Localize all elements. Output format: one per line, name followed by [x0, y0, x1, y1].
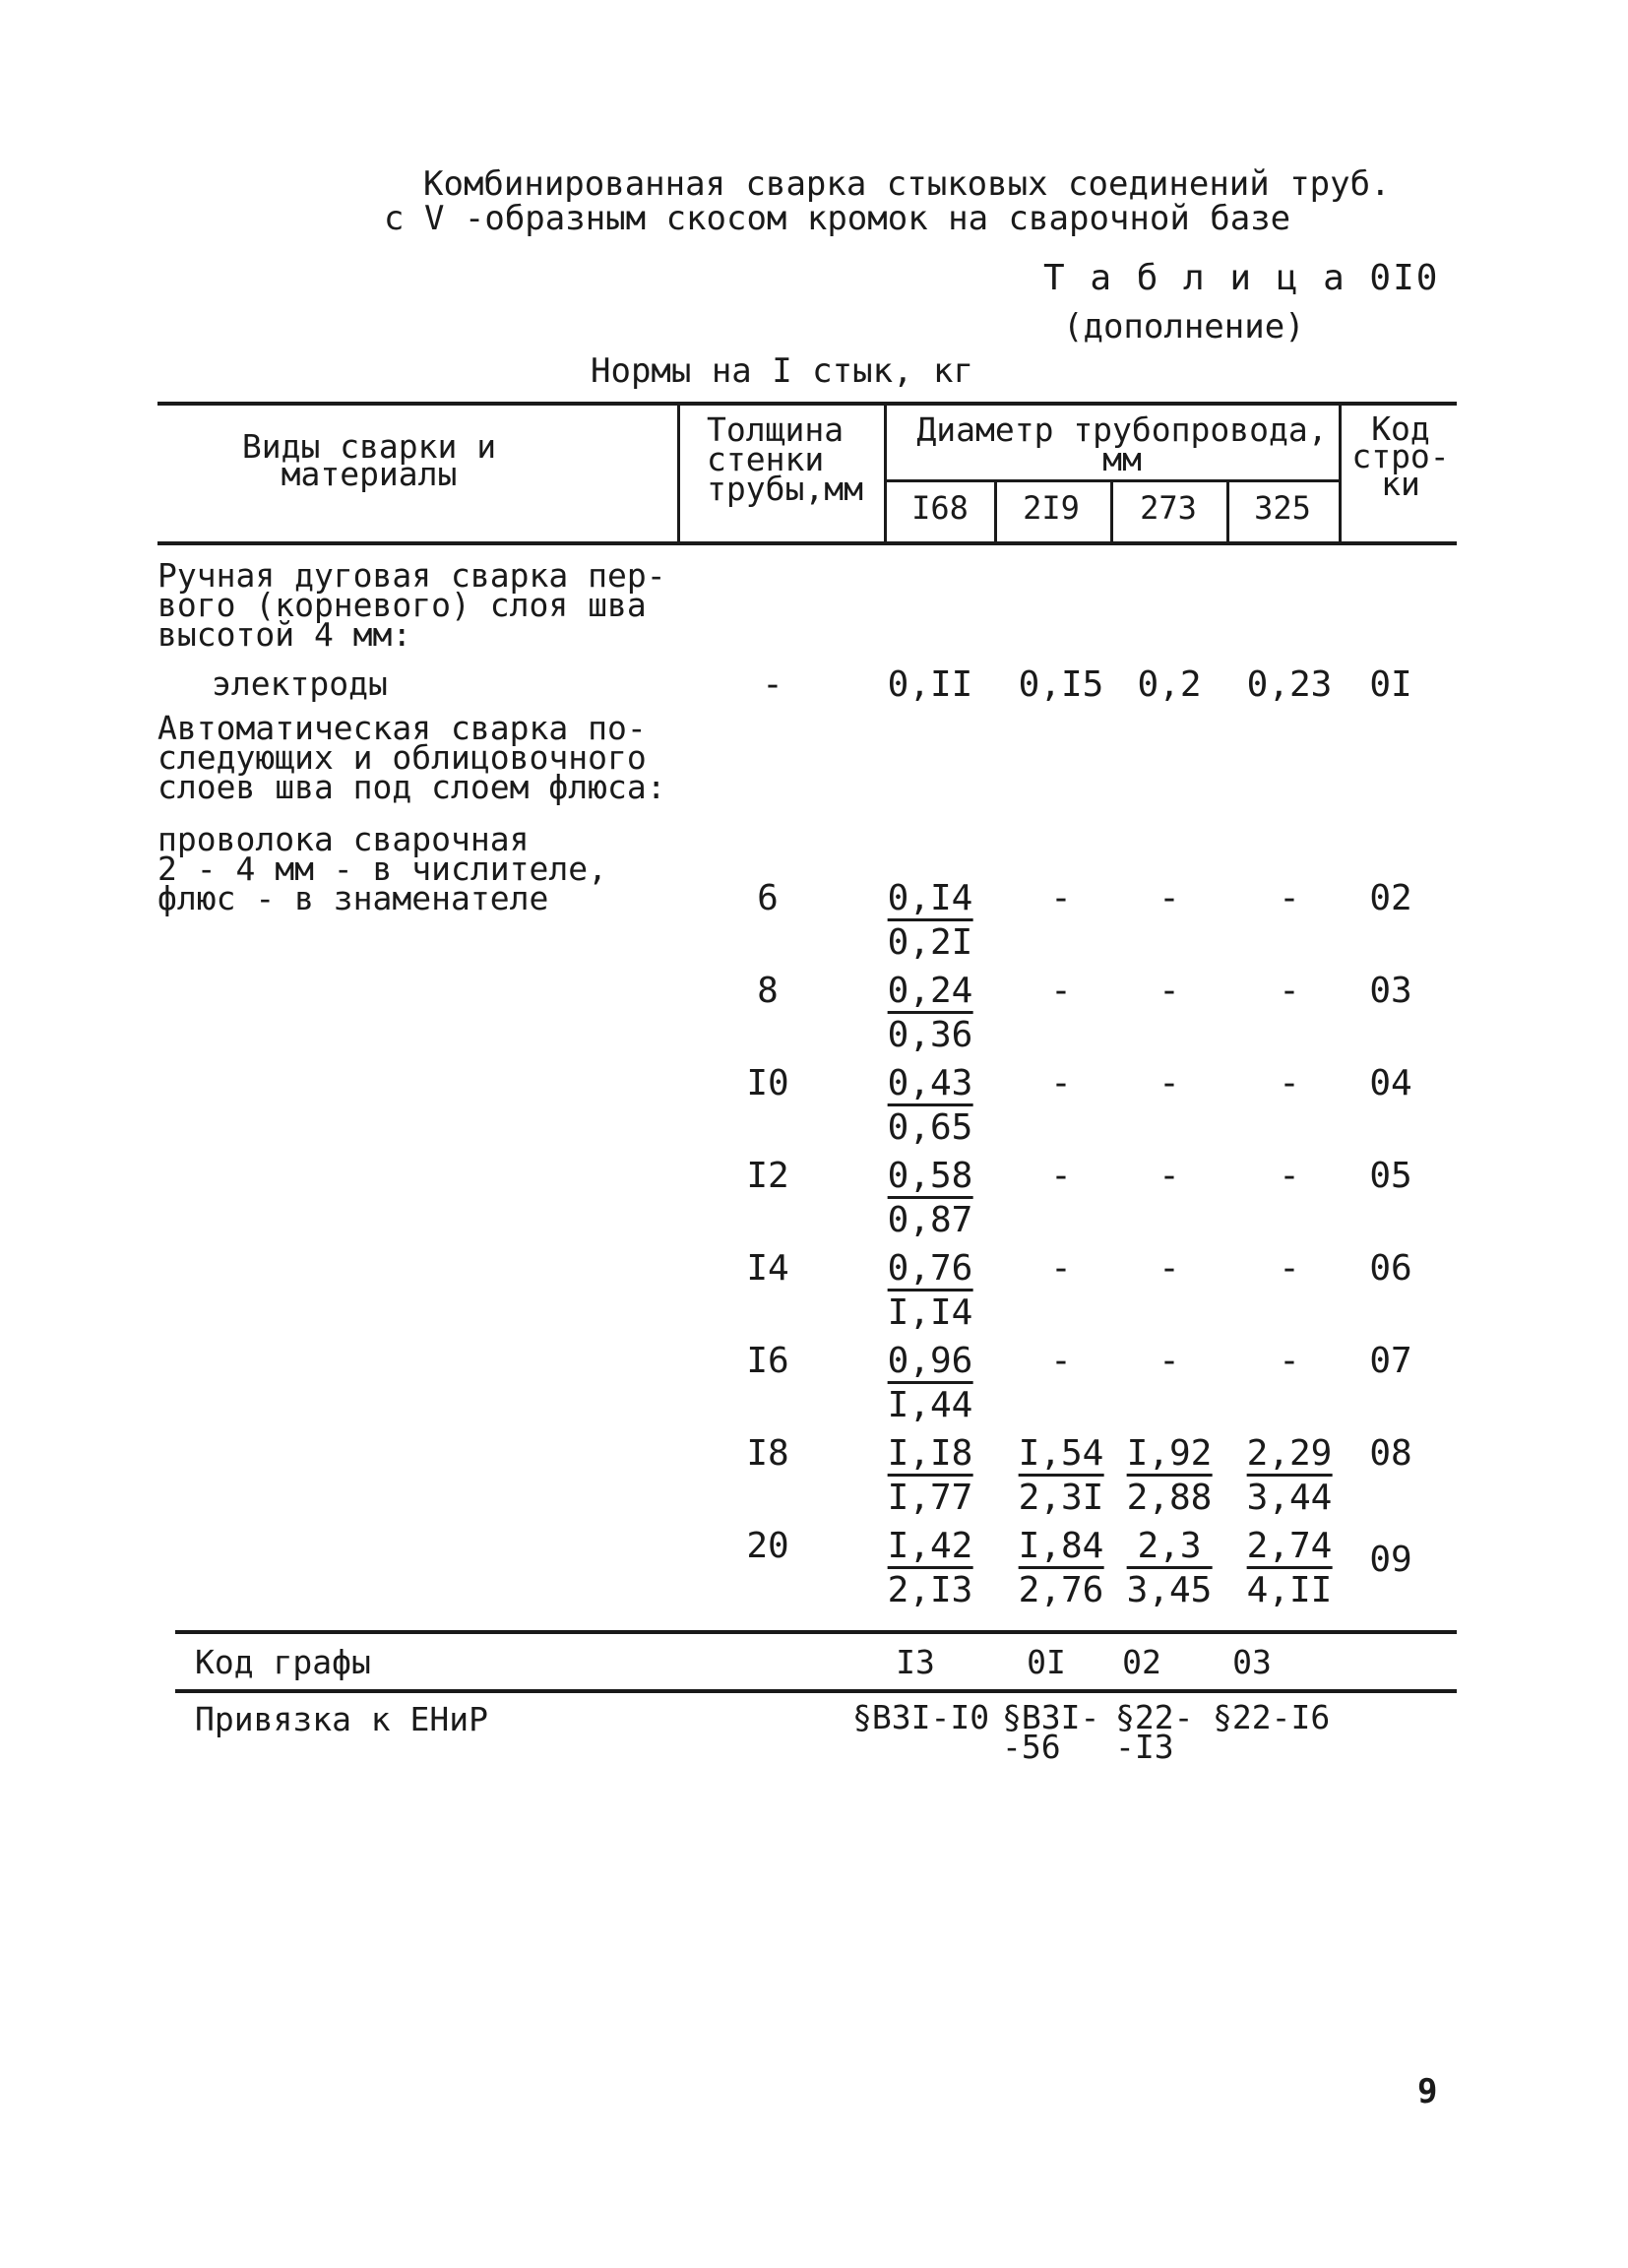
numerator: 0,24 — [888, 974, 973, 1014]
footer-top-rule — [175, 1630, 1457, 1634]
row-value-325 — [1279, 1156, 1300, 1196]
dash: - — [1279, 878, 1300, 918]
numerator: 0,76 — [888, 1251, 973, 1292]
denominator: 3,44 — [1246, 1478, 1333, 1518]
denominator: 2,I3 — [887, 1570, 973, 1610]
header-divider-1 — [677, 404, 680, 541]
section1-v219: 0,I5 — [1018, 664, 1104, 705]
title-line-1: Комбинированная сварка стыковых соединений труб. — [423, 164, 1391, 204]
row-value-273 — [1126, 1526, 1213, 1610]
numerator: 0,I4 — [888, 881, 973, 921]
row-value-168 — [887, 1341, 973, 1425]
row-code: 05 — [1369, 1156, 1412, 1196]
denominator: 0,87 — [887, 1200, 973, 1240]
header-thickness: Толщина стенки трубы,мм — [707, 410, 863, 508]
row-value-168 — [887, 971, 973, 1055]
header-d273: 273 — [1140, 489, 1197, 527]
footer-code-label: Код графы — [195, 1643, 371, 1681]
dash: - — [1050, 971, 1072, 1011]
header-types: Виды сварки и материалы — [241, 427, 497, 493]
table-top-rule — [157, 402, 1457, 406]
denominator: I,I4 — [887, 1292, 973, 1333]
row-value-325 — [1279, 1341, 1300, 1381]
row-value-219 — [1018, 1433, 1104, 1518]
denominator: 2,3I — [1018, 1478, 1104, 1518]
dash: - — [1050, 1248, 1072, 1289]
numerator: I,54 — [1019, 1436, 1104, 1477]
numerator: 2,29 — [1247, 1436, 1333, 1477]
dash: - — [1158, 1063, 1180, 1103]
footer-code-219: 0I — [1027, 1643, 1066, 1681]
row-value-219 — [1050, 1341, 1072, 1381]
row-value-168 — [887, 1526, 973, 1610]
row-value-273 — [1158, 878, 1180, 918]
footer-mid-rule — [175, 1689, 1457, 1693]
table-subtitle: (дополнение) — [1063, 307, 1305, 346]
row-value-273 — [1158, 971, 1180, 1011]
footer-code-273: 02 — [1122, 1643, 1161, 1681]
row-value-219 — [1050, 971, 1072, 1011]
denominator: 4,II — [1246, 1570, 1333, 1610]
dash: - — [1050, 1156, 1072, 1196]
row-thickness: 8 — [757, 971, 779, 1011]
header-divider-3 — [994, 482, 997, 541]
row-value-273 — [1158, 1156, 1180, 1196]
row-code: 03 — [1369, 971, 1412, 1011]
row-code: 06 — [1369, 1248, 1412, 1289]
dash: - — [1279, 1248, 1300, 1289]
section1-v325: 0,23 — [1246, 664, 1333, 705]
header-divider-4 — [1110, 482, 1113, 541]
row-value-168 — [887, 1248, 973, 1333]
denominator: 2,76 — [1018, 1570, 1104, 1610]
row-value-219 — [1050, 1248, 1072, 1289]
row-thickness: I4 — [746, 1248, 789, 1289]
diam-sub-rule — [886, 479, 1341, 482]
denominator: I,77 — [887, 1478, 973, 1518]
table-label: Т а б л и ц а 0I0 — [1043, 258, 1440, 298]
denominator: 0,36 — [887, 1015, 973, 1055]
header-d325: 325 — [1254, 489, 1311, 527]
row-code: 07 — [1369, 1341, 1412, 1381]
row-value-325 — [1279, 878, 1300, 918]
denominator: 2,88 — [1126, 1478, 1213, 1518]
numerator: I,42 — [888, 1529, 973, 1569]
footer-ref-273: §22- -I3 — [1115, 1698, 1194, 1766]
dash: - — [1050, 878, 1072, 918]
footer-ref-219: §В3I- -56 — [1002, 1698, 1100, 1766]
row-code: 08 — [1369, 1433, 1412, 1474]
section2-item: проволока сварочная 2 - 4 мм - в числителе, флюс - в знаменателе — [157, 820, 607, 917]
footer-code-325: 03 — [1232, 1643, 1272, 1681]
dash: - — [1279, 1063, 1300, 1103]
numerator: I,92 — [1127, 1436, 1213, 1477]
dash: - — [1158, 1248, 1180, 1289]
section2-title: Автоматическая сварка по- следующих и облицовочного слоев шва под слоем флюса: — [157, 709, 666, 806]
row-value-168 — [887, 1063, 973, 1148]
row-value-168 — [887, 1433, 973, 1518]
row-value-273 — [1158, 1248, 1180, 1289]
header-bottom-rule — [157, 541, 1457, 545]
row-value-219 — [1018, 1526, 1104, 1610]
footer-code-168: I3 — [896, 1643, 935, 1681]
denominator: I,44 — [887, 1385, 973, 1425]
row-value-325 — [1246, 1433, 1333, 1518]
section1-code: 0I — [1369, 664, 1412, 705]
dash: - — [1279, 1341, 1300, 1381]
section1-item: электроды — [212, 664, 388, 703]
dash: - — [1050, 1063, 1072, 1103]
header-divider-2 — [884, 404, 887, 541]
row-value-219 — [1050, 1156, 1072, 1196]
row-value-273 — [1158, 1341, 1180, 1381]
dash: - — [1158, 971, 1180, 1011]
header-row-code: Код стро- ки — [1351, 410, 1450, 503]
dash: - — [1158, 1156, 1180, 1196]
row-value-325 — [1246, 1526, 1333, 1610]
row-value-325 — [1279, 1063, 1300, 1103]
row-code: 09 — [1369, 1540, 1412, 1580]
page-number: 9 — [1417, 2072, 1438, 2111]
row-thickness: I2 — [746, 1156, 789, 1196]
norms-caption: Нормы на I стык, кг — [591, 351, 973, 391]
section1-v168: 0,II — [887, 664, 973, 705]
numerator: I,I8 — [888, 1436, 973, 1477]
row-thickness: 20 — [746, 1526, 789, 1566]
section1-thickness: - — [762, 664, 783, 705]
dash: - — [1050, 1341, 1072, 1381]
numerator: I,84 — [1019, 1529, 1104, 1569]
row-thickness: I6 — [746, 1341, 789, 1381]
dash: - — [1158, 878, 1180, 918]
numerator: 2,3 — [1127, 1529, 1213, 1569]
footer-ref-325: §22-I6 — [1213, 1698, 1331, 1736]
numerator: 0,58 — [888, 1159, 973, 1199]
row-code: 02 — [1369, 878, 1412, 918]
numerator: 0,43 — [888, 1066, 973, 1106]
row-thickness: I8 — [746, 1433, 789, 1474]
row-value-273 — [1126, 1433, 1213, 1518]
numerator: 2,74 — [1247, 1529, 1333, 1569]
row-value-325 — [1279, 1248, 1300, 1289]
section1-title: Ручная дуговая сварка пер- вого (корневого) слоя шва высотой 4 мм: — [157, 556, 666, 654]
row-value-273 — [1158, 1063, 1180, 1103]
header-d168: I68 — [911, 489, 969, 527]
header-diameter: Диаметр трубопровода, мм — [916, 410, 1328, 478]
dash: - — [1279, 1156, 1300, 1196]
title-line-2: с V -образным скосом кромок на сварочной базе — [384, 199, 1291, 238]
dash: - — [1158, 1341, 1180, 1381]
header-d219: 2I9 — [1023, 489, 1080, 527]
denominator: 0,65 — [887, 1107, 973, 1148]
row-thickness: I0 — [746, 1063, 789, 1103]
denominator: 3,45 — [1126, 1570, 1213, 1610]
footer-ref-label: Привязка к ЕНиР — [195, 1700, 489, 1738]
footer-ref-168: §В3I-I0 — [852, 1698, 990, 1736]
row-value-168 — [887, 878, 973, 963]
denominator: 0,2I — [887, 922, 973, 963]
row-value-168 — [887, 1156, 973, 1240]
dash: - — [1279, 971, 1300, 1011]
header-divider-5 — [1226, 482, 1229, 541]
row-value-219 — [1050, 1063, 1072, 1103]
row-value-219 — [1050, 878, 1072, 918]
section1-v273: 0,2 — [1137, 664, 1202, 705]
numerator: 0,96 — [888, 1344, 973, 1384]
row-code: 04 — [1369, 1063, 1412, 1103]
row-value-325 — [1279, 971, 1300, 1011]
header-divider-6 — [1339, 404, 1342, 541]
row-thickness: 6 — [757, 878, 779, 918]
